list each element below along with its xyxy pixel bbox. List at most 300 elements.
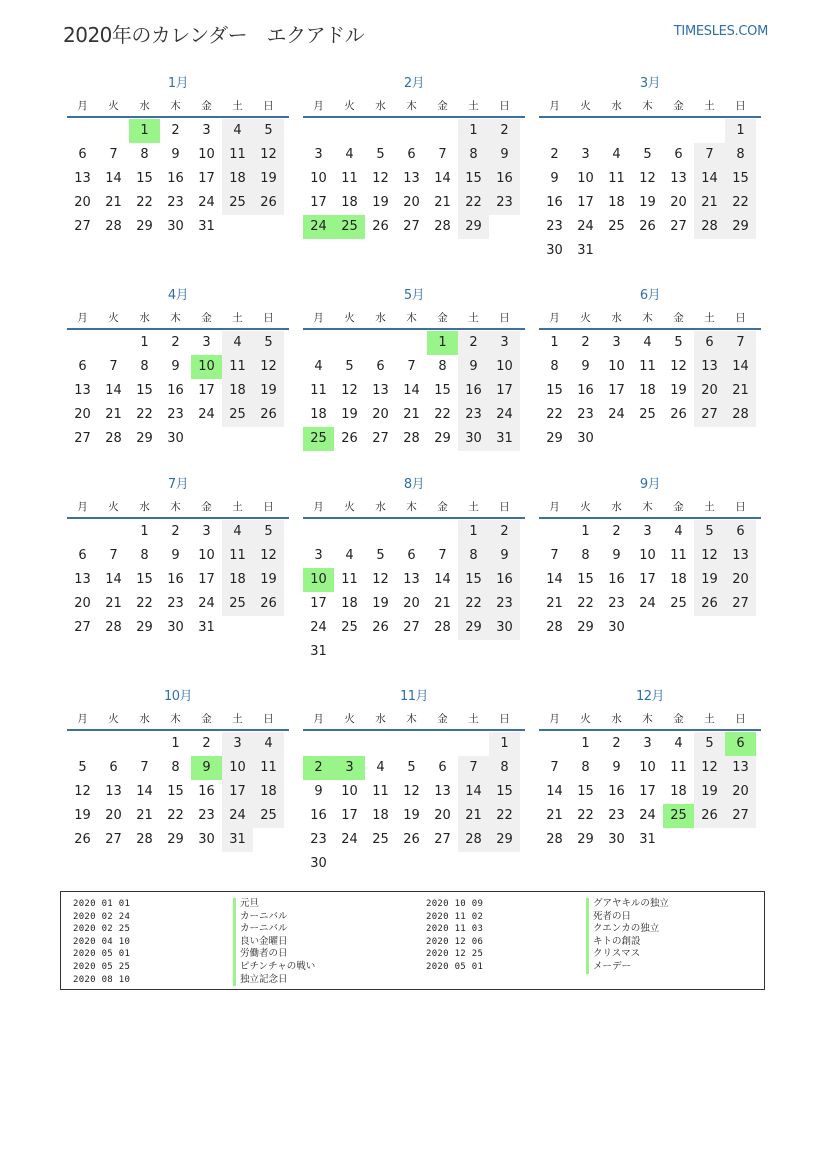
holiday-day-cell: 25 bbox=[334, 215, 365, 239]
holiday-day-cell: 2 bbox=[303, 756, 334, 780]
holiday-name: ピチンチャの戦い bbox=[233, 961, 315, 974]
day-cell: 14 bbox=[434, 171, 451, 186]
day-cell: 23 bbox=[167, 407, 184, 422]
holiday-day-cell: 1 bbox=[427, 331, 458, 355]
day-cell: 22 bbox=[458, 191, 489, 215]
holiday-day-cell: 25 bbox=[663, 804, 694, 828]
day-cell: 9 bbox=[458, 355, 489, 379]
weekday-label: 月 bbox=[77, 100, 88, 112]
day-cell: 4 bbox=[643, 335, 652, 350]
day-cell: 5 bbox=[253, 119, 284, 143]
day-cell: 15 bbox=[434, 383, 451, 398]
weekday-label: 土 bbox=[704, 501, 715, 513]
weekday-header bbox=[303, 308, 525, 330]
day-cell: 20 bbox=[725, 780, 756, 804]
weekday-label: 水 bbox=[139, 100, 150, 112]
day-cell: 23 bbox=[167, 596, 184, 611]
weekday-label: 金 bbox=[201, 100, 212, 112]
day-cell: 6 bbox=[725, 520, 756, 544]
weekday-label: 土 bbox=[468, 100, 479, 112]
weekday-label: 水 bbox=[375, 713, 386, 725]
day-cell: 12 bbox=[670, 359, 687, 374]
day-cell: 22 bbox=[577, 808, 594, 823]
day-cell: 18 bbox=[222, 167, 253, 191]
day-cell: 10 bbox=[489, 355, 520, 379]
weekday-label: 日 bbox=[735, 312, 746, 324]
day-cell: 16 bbox=[608, 572, 625, 587]
day-cell: 27 bbox=[725, 804, 756, 828]
day-cell: 17 bbox=[198, 383, 215, 398]
weekday-label: 木 bbox=[642, 312, 653, 324]
day-cell: 10 bbox=[608, 359, 625, 374]
day-cell: 15 bbox=[577, 784, 594, 799]
day-cell: 6 bbox=[407, 548, 416, 563]
day-cell: 25 bbox=[222, 403, 253, 427]
day-cell: 20 bbox=[434, 808, 451, 823]
empty-day-cell bbox=[365, 119, 396, 143]
month-name: 2月 bbox=[403, 76, 425, 91]
day-cell: 31 bbox=[222, 828, 253, 852]
weekday-label: 火 bbox=[108, 312, 119, 324]
holiday-day-cell: 24 bbox=[303, 215, 334, 239]
day-cell: 11 bbox=[222, 143, 253, 167]
day-cell: 24 bbox=[341, 832, 358, 847]
legend-entry bbox=[426, 898, 669, 911]
day-cell: 15 bbox=[577, 572, 594, 587]
day-cell: 25 bbox=[222, 191, 253, 215]
day-cell: 11 bbox=[222, 544, 253, 568]
day-cell: 12 bbox=[74, 784, 91, 799]
weekday-label: 水 bbox=[375, 312, 386, 324]
day-cell: 17 bbox=[310, 195, 327, 210]
day-cell: 31 bbox=[198, 219, 215, 234]
month-name: 12月 bbox=[635, 689, 665, 704]
empty-day-cell bbox=[365, 520, 396, 544]
legend-entry bbox=[426, 923, 669, 936]
weekday-label: 月 bbox=[77, 312, 88, 324]
empty-day-cell bbox=[663, 119, 694, 143]
day-cell: 27 bbox=[694, 403, 725, 427]
weekday-label: 金 bbox=[437, 312, 448, 324]
day-cell: 1 bbox=[458, 520, 489, 544]
holiday-date: 2020 02 25 bbox=[73, 924, 131, 935]
day-cell: 3 bbox=[489, 331, 520, 355]
day-cell: 5 bbox=[694, 520, 725, 544]
day-cell: 24 bbox=[198, 195, 215, 210]
day-cell: 3 bbox=[202, 335, 211, 350]
day-cell: 1 bbox=[489, 732, 520, 756]
day-cell: 3 bbox=[314, 548, 323, 563]
day-cell: 4 bbox=[612, 147, 621, 162]
day-cell: 16 bbox=[167, 383, 184, 398]
day-cell: 26 bbox=[253, 191, 284, 215]
weekday-label: 月 bbox=[313, 312, 324, 324]
day-cell: 29 bbox=[458, 215, 489, 239]
site-link[interactable]: TIMESLES.COM bbox=[673, 24, 768, 39]
day-cell: 3 bbox=[612, 335, 621, 350]
day-cell: 28 bbox=[105, 620, 122, 635]
weekday-label: 土 bbox=[232, 100, 243, 112]
day-cell: 22 bbox=[489, 804, 520, 828]
empty-day-cell bbox=[396, 119, 427, 143]
day-cell: 27 bbox=[403, 620, 420, 635]
day-cell: 2 bbox=[489, 520, 520, 544]
day-cell: 4 bbox=[345, 147, 354, 162]
weekday-label: 土 bbox=[704, 100, 715, 112]
empty-day-cell bbox=[67, 119, 98, 143]
month-calendar bbox=[67, 72, 289, 239]
weekday-label: 火 bbox=[108, 501, 119, 513]
weekday-label: 月 bbox=[313, 713, 324, 725]
day-cell: 30 bbox=[167, 620, 184, 635]
day-cell: 30 bbox=[167, 431, 184, 446]
day-cell: 6 bbox=[78, 548, 87, 563]
empty-day-cell bbox=[334, 119, 365, 143]
day-cell: 16 bbox=[167, 171, 184, 186]
weekday-label: 水 bbox=[139, 501, 150, 513]
day-grid bbox=[303, 119, 525, 239]
day-cell: 24 bbox=[489, 403, 520, 427]
day-cell: 9 bbox=[489, 544, 520, 568]
day-cell: 30 bbox=[489, 616, 520, 640]
day-grid bbox=[67, 119, 289, 239]
holiday-name: カーニバル bbox=[233, 923, 288, 936]
day-cell: 6 bbox=[376, 359, 385, 374]
legend-entry bbox=[426, 936, 669, 949]
empty-day-cell bbox=[396, 520, 427, 544]
day-cell: 13 bbox=[670, 171, 687, 186]
day-cell: 15 bbox=[489, 780, 520, 804]
weekday-label: 土 bbox=[704, 312, 715, 324]
day-cell: 13 bbox=[74, 572, 91, 587]
day-cell: 19 bbox=[694, 568, 725, 592]
day-cell: 25 bbox=[670, 596, 687, 611]
day-cell: 13 bbox=[403, 171, 420, 186]
day-cell: 30 bbox=[167, 219, 184, 234]
day-cell: 4 bbox=[222, 520, 253, 544]
empty-day-cell bbox=[303, 119, 334, 143]
weekday-header bbox=[539, 308, 761, 330]
day-cell: 28 bbox=[694, 215, 725, 239]
day-grid bbox=[67, 331, 289, 451]
day-cell: 1 bbox=[725, 119, 756, 143]
day-cell: 16 bbox=[546, 195, 563, 210]
day-cell: 30 bbox=[310, 856, 327, 871]
day-cell: 19 bbox=[372, 596, 389, 611]
weekday-label: 金 bbox=[673, 501, 684, 513]
day-cell: 28 bbox=[105, 219, 122, 234]
weekday-label: 火 bbox=[580, 713, 591, 725]
day-cell: 17 bbox=[198, 572, 215, 587]
day-cell: 20 bbox=[74, 407, 91, 422]
holiday-day-cell: 6 bbox=[725, 732, 756, 756]
day-cell: 17 bbox=[639, 572, 656, 587]
day-cell: 20 bbox=[372, 407, 389, 422]
day-cell: 8 bbox=[140, 548, 149, 563]
day-cell: 26 bbox=[694, 592, 725, 616]
weekday-label: 金 bbox=[201, 501, 212, 513]
day-cell: 28 bbox=[546, 620, 563, 635]
day-cell: 23 bbox=[458, 403, 489, 427]
holiday-name: メーデー bbox=[586, 961, 631, 974]
day-cell: 26 bbox=[403, 832, 420, 847]
day-cell: 5 bbox=[694, 732, 725, 756]
holiday-day-cell: 10 bbox=[303, 568, 334, 592]
holiday-day-cell: 1 bbox=[129, 119, 160, 143]
day-cell: 30 bbox=[198, 832, 215, 847]
month-name: 11月 bbox=[399, 689, 429, 704]
day-cell: 7 bbox=[458, 756, 489, 780]
empty-day-cell bbox=[334, 520, 365, 544]
empty-day-cell bbox=[539, 520, 570, 544]
day-cell: 26 bbox=[253, 403, 284, 427]
day-cell: 31 bbox=[310, 644, 327, 659]
day-cell: 5 bbox=[345, 359, 354, 374]
day-cell: 26 bbox=[639, 219, 656, 234]
day-cell: 2 bbox=[171, 123, 180, 138]
day-cell: 22 bbox=[136, 195, 153, 210]
empty-day-cell bbox=[396, 732, 427, 756]
day-cell: 18 bbox=[341, 195, 358, 210]
legend-entry bbox=[73, 974, 315, 987]
day-cell: 21 bbox=[725, 379, 756, 403]
day-cell: 13 bbox=[105, 784, 122, 799]
holiday-name: クリスマス bbox=[586, 948, 640, 961]
day-cell: 29 bbox=[577, 832, 594, 847]
day-cell: 15 bbox=[136, 572, 153, 587]
day-cell: 9 bbox=[171, 548, 180, 563]
day-cell: 8 bbox=[140, 359, 149, 374]
day-cell: 26 bbox=[372, 620, 389, 635]
day-cell: 7 bbox=[550, 548, 559, 563]
day-cell: 23 bbox=[546, 219, 563, 234]
day-cell: 31 bbox=[577, 243, 594, 258]
weekday-label: 日 bbox=[263, 501, 274, 513]
day-cell: 7 bbox=[550, 760, 559, 775]
day-cell: 25 bbox=[372, 832, 389, 847]
day-cell: 3 bbox=[202, 123, 211, 138]
day-cell: 8 bbox=[171, 760, 180, 775]
empty-day-cell bbox=[427, 520, 458, 544]
day-cell: 16 bbox=[608, 784, 625, 799]
day-cell: 18 bbox=[670, 784, 687, 799]
empty-day-cell bbox=[427, 732, 458, 756]
day-cell: 17 bbox=[608, 383, 625, 398]
day-cell: 10 bbox=[198, 548, 215, 563]
legend-entry bbox=[73, 936, 315, 949]
day-cell: 20 bbox=[74, 195, 91, 210]
day-cell: 19 bbox=[670, 383, 687, 398]
day-cell: 18 bbox=[608, 195, 625, 210]
day-cell: 5 bbox=[643, 147, 652, 162]
month-name: 3月 bbox=[639, 76, 661, 91]
day-cell: 6 bbox=[438, 760, 447, 775]
day-cell: 18 bbox=[670, 572, 687, 587]
day-cell: 24 bbox=[198, 407, 215, 422]
holiday-date: 2020 05 01 bbox=[73, 949, 131, 960]
day-cell: 19 bbox=[74, 808, 91, 823]
day-cell: 2 bbox=[612, 736, 621, 751]
legend-entry bbox=[426, 948, 669, 961]
holiday-date: 2020 11 03 bbox=[426, 924, 484, 935]
day-cell: 10 bbox=[639, 548, 656, 563]
weekday-label: 水 bbox=[611, 713, 622, 725]
day-cell: 14 bbox=[105, 383, 122, 398]
day-cell: 7 bbox=[140, 760, 149, 775]
empty-day-cell bbox=[98, 520, 129, 544]
day-cell: 5 bbox=[407, 760, 416, 775]
holiday-name: グアヤキルの独立 bbox=[586, 898, 669, 911]
day-cell: 30 bbox=[577, 431, 594, 446]
weekday-label: 月 bbox=[77, 501, 88, 513]
day-cell: 21 bbox=[458, 804, 489, 828]
month-name: 5月 bbox=[403, 288, 425, 303]
empty-day-cell bbox=[303, 331, 334, 355]
weekday-label: 水 bbox=[611, 312, 622, 324]
month-calendar bbox=[303, 473, 525, 664]
holiday-day-cell: 25 bbox=[303, 427, 334, 451]
day-cell: 14 bbox=[105, 572, 122, 587]
legend-entry bbox=[426, 911, 669, 924]
day-cell: 14 bbox=[434, 572, 451, 587]
day-grid bbox=[67, 732, 289, 852]
day-cell: 12 bbox=[639, 171, 656, 186]
month-calendar bbox=[539, 685, 761, 852]
weekday-label: 土 bbox=[704, 713, 715, 725]
day-cell: 2 bbox=[171, 524, 180, 539]
weekday-label: 日 bbox=[735, 713, 746, 725]
weekday-header bbox=[539, 96, 761, 118]
day-cell: 26 bbox=[372, 219, 389, 234]
day-cell: 15 bbox=[725, 167, 756, 191]
weekday-label: 木 bbox=[642, 100, 653, 112]
day-cell: 1 bbox=[581, 736, 590, 751]
day-cell: 21 bbox=[546, 808, 563, 823]
weekday-label: 木 bbox=[170, 100, 181, 112]
day-cell: 22 bbox=[136, 407, 153, 422]
day-cell: 7 bbox=[407, 359, 416, 374]
holiday-date: 2020 10 09 bbox=[426, 899, 484, 909]
day-cell: 22 bbox=[546, 407, 563, 422]
day-cell: 12 bbox=[694, 544, 725, 568]
day-cell: 2 bbox=[612, 524, 621, 539]
day-cell: 28 bbox=[136, 832, 153, 847]
day-cell: 27 bbox=[105, 832, 122, 847]
holiday-date: 2020 01 01 bbox=[73, 899, 131, 909]
weekday-header bbox=[303, 709, 525, 731]
holiday-day-cell: 10 bbox=[191, 355, 222, 379]
weekday-label: 日 bbox=[263, 312, 274, 324]
day-cell: 19 bbox=[253, 379, 284, 403]
day-cell: 1 bbox=[550, 335, 559, 350]
day-cell: 8 bbox=[458, 143, 489, 167]
holiday-name: 労働者の日 bbox=[233, 948, 288, 961]
day-cell: 24 bbox=[608, 407, 625, 422]
day-cell: 22 bbox=[458, 592, 489, 616]
day-cell: 16 bbox=[198, 784, 215, 799]
day-cell: 18 bbox=[222, 379, 253, 403]
day-cell: 4 bbox=[674, 736, 683, 751]
day-cell: 8 bbox=[140, 147, 149, 162]
day-cell: 17 bbox=[198, 171, 215, 186]
weekday-label: 月 bbox=[549, 713, 560, 725]
weekday-header bbox=[67, 308, 289, 330]
day-cell: 9 bbox=[314, 784, 323, 799]
day-cell: 23 bbox=[577, 407, 594, 422]
day-cell: 5 bbox=[253, 520, 284, 544]
day-cell: 19 bbox=[694, 780, 725, 804]
day-cell: 28 bbox=[105, 431, 122, 446]
day-cell: 20 bbox=[694, 379, 725, 403]
day-cell: 23 bbox=[489, 191, 520, 215]
day-cell: 18 bbox=[372, 808, 389, 823]
day-cell: 18 bbox=[222, 568, 253, 592]
month-calendar bbox=[67, 685, 289, 852]
day-cell: 5 bbox=[674, 335, 683, 350]
day-cell: 9 bbox=[489, 143, 520, 167]
weekday-label: 金 bbox=[437, 100, 448, 112]
day-cell: 13 bbox=[74, 171, 91, 186]
day-cell: 20 bbox=[105, 808, 122, 823]
day-cell: 27 bbox=[372, 431, 389, 446]
day-grid bbox=[539, 119, 761, 263]
holiday-name: 死者の日 bbox=[586, 911, 631, 924]
day-cell: 16 bbox=[577, 383, 594, 398]
day-cell: 11 bbox=[222, 355, 253, 379]
day-cell: 11 bbox=[670, 760, 687, 775]
day-cell: 29 bbox=[577, 620, 594, 635]
weekday-label: 火 bbox=[580, 100, 591, 112]
day-cell: 16 bbox=[489, 167, 520, 191]
holiday-date: 2020 08 10 bbox=[73, 974, 131, 985]
day-cell: 9 bbox=[612, 760, 621, 775]
weekday-header bbox=[539, 497, 761, 519]
day-grid bbox=[303, 732, 525, 876]
weekday-label: 日 bbox=[499, 312, 510, 324]
legend-column-left bbox=[73, 898, 315, 986]
weekday-label: 火 bbox=[108, 713, 119, 725]
day-cell: 23 bbox=[310, 832, 327, 847]
weekday-header bbox=[67, 497, 289, 519]
weekday-label: 水 bbox=[375, 100, 386, 112]
day-cell: 22 bbox=[434, 407, 451, 422]
empty-day-cell bbox=[570, 119, 601, 143]
empty-day-cell bbox=[632, 119, 663, 143]
month-calendar bbox=[303, 685, 525, 876]
weekday-label: 日 bbox=[735, 501, 746, 513]
day-cell: 4 bbox=[314, 359, 323, 374]
legend-entry bbox=[73, 923, 315, 936]
month-calendar bbox=[539, 72, 761, 263]
empty-day-cell bbox=[539, 119, 570, 143]
weekday-header bbox=[67, 96, 289, 118]
day-cell: 12 bbox=[372, 572, 389, 587]
day-cell: 17 bbox=[341, 808, 358, 823]
day-cell: 9 bbox=[581, 359, 590, 374]
day-cell: 14 bbox=[546, 784, 563, 799]
day-cell: 15 bbox=[546, 383, 563, 398]
day-cell: 4 bbox=[222, 331, 253, 355]
day-cell: 26 bbox=[253, 592, 284, 616]
weekday-label: 木 bbox=[406, 501, 417, 513]
day-cell: 7 bbox=[109, 359, 118, 374]
day-cell: 25 bbox=[639, 407, 656, 422]
month-name: 8月 bbox=[403, 477, 425, 492]
day-cell: 3 bbox=[202, 524, 211, 539]
day-grid bbox=[67, 520, 289, 640]
day-cell: 7 bbox=[438, 147, 447, 162]
weekday-header bbox=[303, 497, 525, 519]
